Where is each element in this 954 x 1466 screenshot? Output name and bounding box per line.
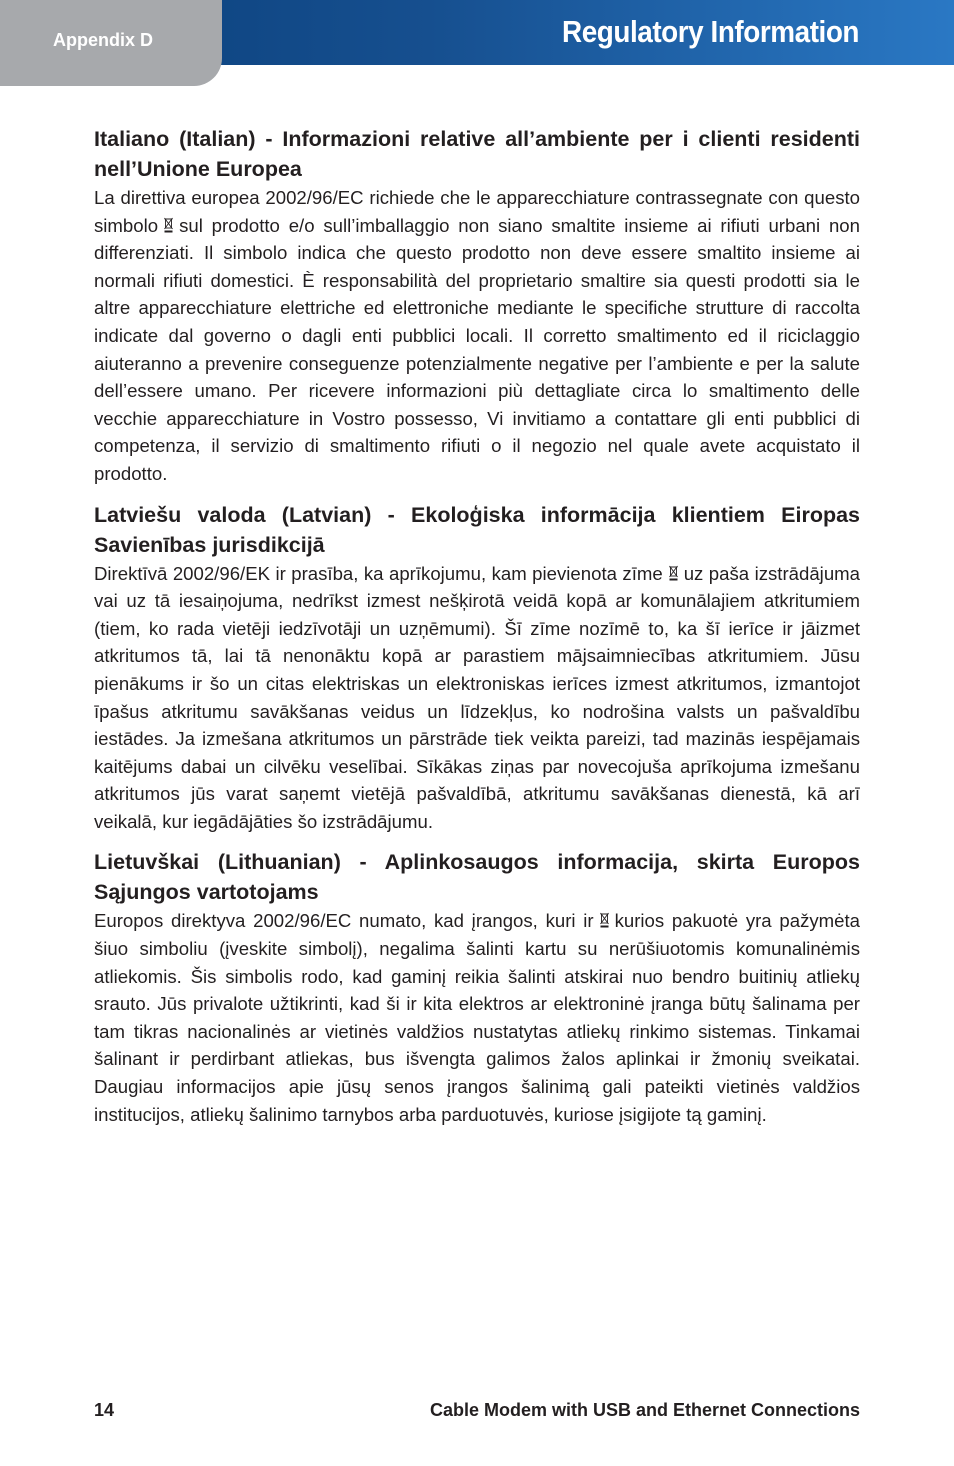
section-title: Lietuvškai (Lithuanian) - Aplinkosaugos informacija, skirta Europos Sąjungos vartotojams: [94, 850, 860, 905]
section-body: [94, 560, 860, 836]
main-content: [94, 124, 860, 1140]
body-text: sul prodotto e/o sull’imballaggio non siano smaltite insieme ai rifiuti urbani non differenziati. Il simbolo indica che questo prodotto non deve essere smaltito insieme ai normali rifiuti domestici. È responsabilità del proprietario smaltire sia questi prodotti sia le altre apparecchiature elettriche ed elettroniche mediante le specifiche strutture di raccolta indicate dal governo o dagli enti pubblici locali. Il corretto smaltimento ed il riciclaggio aiuteranno a prevenire conseguenze potenzialmente negative per l’ambiente e per la salute dell’essere umano. Per ricevere informazioni più dettagliate circa lo smaltimento delle vecchie apparecchiature in Vostro possesso, Vi invitiamo a contattare gli enti pubblici di competenza, il servizio di smaltimento rifiuti o il negozio nel quale avete acquistato il prodotto.: [94, 214, 860, 484]
document-title: Cable Modem with USB and Ethernet Connections: [429, 1400, 860, 1420]
weee-bin-icon: [600, 912, 609, 928]
body-text: Europos direktyva 2002/96/EC numato, kad įrangos, kuri ir: [94, 910, 594, 932]
page-number: 14: [94, 1400, 115, 1420]
section-italian: [94, 124, 860, 488]
body-text: La direttiva europea 2002/96/EC richiede che le apparecchiature contrassegnate con questo simbolo: [94, 187, 860, 236]
appendix-label: Appendix D: [53, 29, 154, 50]
section-latvian: [94, 500, 860, 836]
page-title: Regulatory Information: [561, 14, 859, 49]
body-text: uz paša izstrādājuma vai uz tā iesaiņojuma, nedrīkst izmest nešķirotā veidā kopā ar komunālajiem atkritumiem (tiem, ko rada vietēji iedzīvotāji un uzņēmumi). Šī zīme nozīmē to, ka šī ierīce ir jāizmet atkritumos tā, lai tā nenonāktu kopā ar parastiem mājsaimniecības atkritumiem. Jūsu pienākums ir šo un citas elektriskas un elektroniskas ierīces izmest atkritumos, izmantojot īpašus atkritumu savākšanas veidus un līdzekļus, ko nodrošina valsts un pašvaldību iestādes. Ja izmešana atkritumos un pārstrāde tiek veikta pareizi, tad mazinās iespējamais kaitējums dabai un cilvēku veselībai. Sīkākas ziņas par novecojuša aprīkojuma izmešanu atkritumos jūs varat saņemt vietējā pašvaldībā, atkritumu savākšanas dienestā, kā arī veikalā, kur iegādājāties šo izstrādājumu.: [94, 562, 860, 832]
weee-bin-icon: [164, 217, 173, 233]
section-title: Latviešu valoda (Latvian) - Ekoloģiska informācija klientiem Eiropas Savienības jurisdikcijā: [94, 502, 860, 557]
section-body: [94, 184, 860, 488]
body-text: kurios pakuotė yra pažymėta šiuo simboliu (įveskite simbolį), negalima šalinti kartu su nerūšiuotomis komunalinėmis atliekomis. Šis simbolis rodo, kad gaminį reikia šalinti atskirai nuo bendro buitinių atliekų srauto. Jūs privalote užtikrinti, kad ši ir kita elektros ar elektroninė įranga būtų šalinama per tam tikras nacionalinės ar vietinės valdžios nustatytas atliekų rinkimo sistemas. Tinkamai šalinant ir perdirbant atliekas, bus išvengta galimos žalos aplinkai ir žmonių sveikatai. Daugiau informacijos apie jūsų senos įrangos šalinimą gali pateikti vietinės valdžios institucijos, atliekų šalinimo tarnybos arba parduotuvės, kuriose įsigijote tą gaminį.: [94, 910, 860, 1125]
weee-bin-icon: [669, 565, 678, 581]
section-lithuanian: [94, 847, 860, 1128]
section-title: Italiano (Italian) - Informazioni relative all’ambiente per i clienti residenti nell’Unione Europea: [94, 127, 860, 181]
body-text: Direktīvā 2002/96/EK ir prasība, ka aprīkojumu, kam pievienota zīme: [94, 562, 663, 584]
section-body: [94, 907, 860, 1128]
appendix-tab: [0, 0, 222, 86]
